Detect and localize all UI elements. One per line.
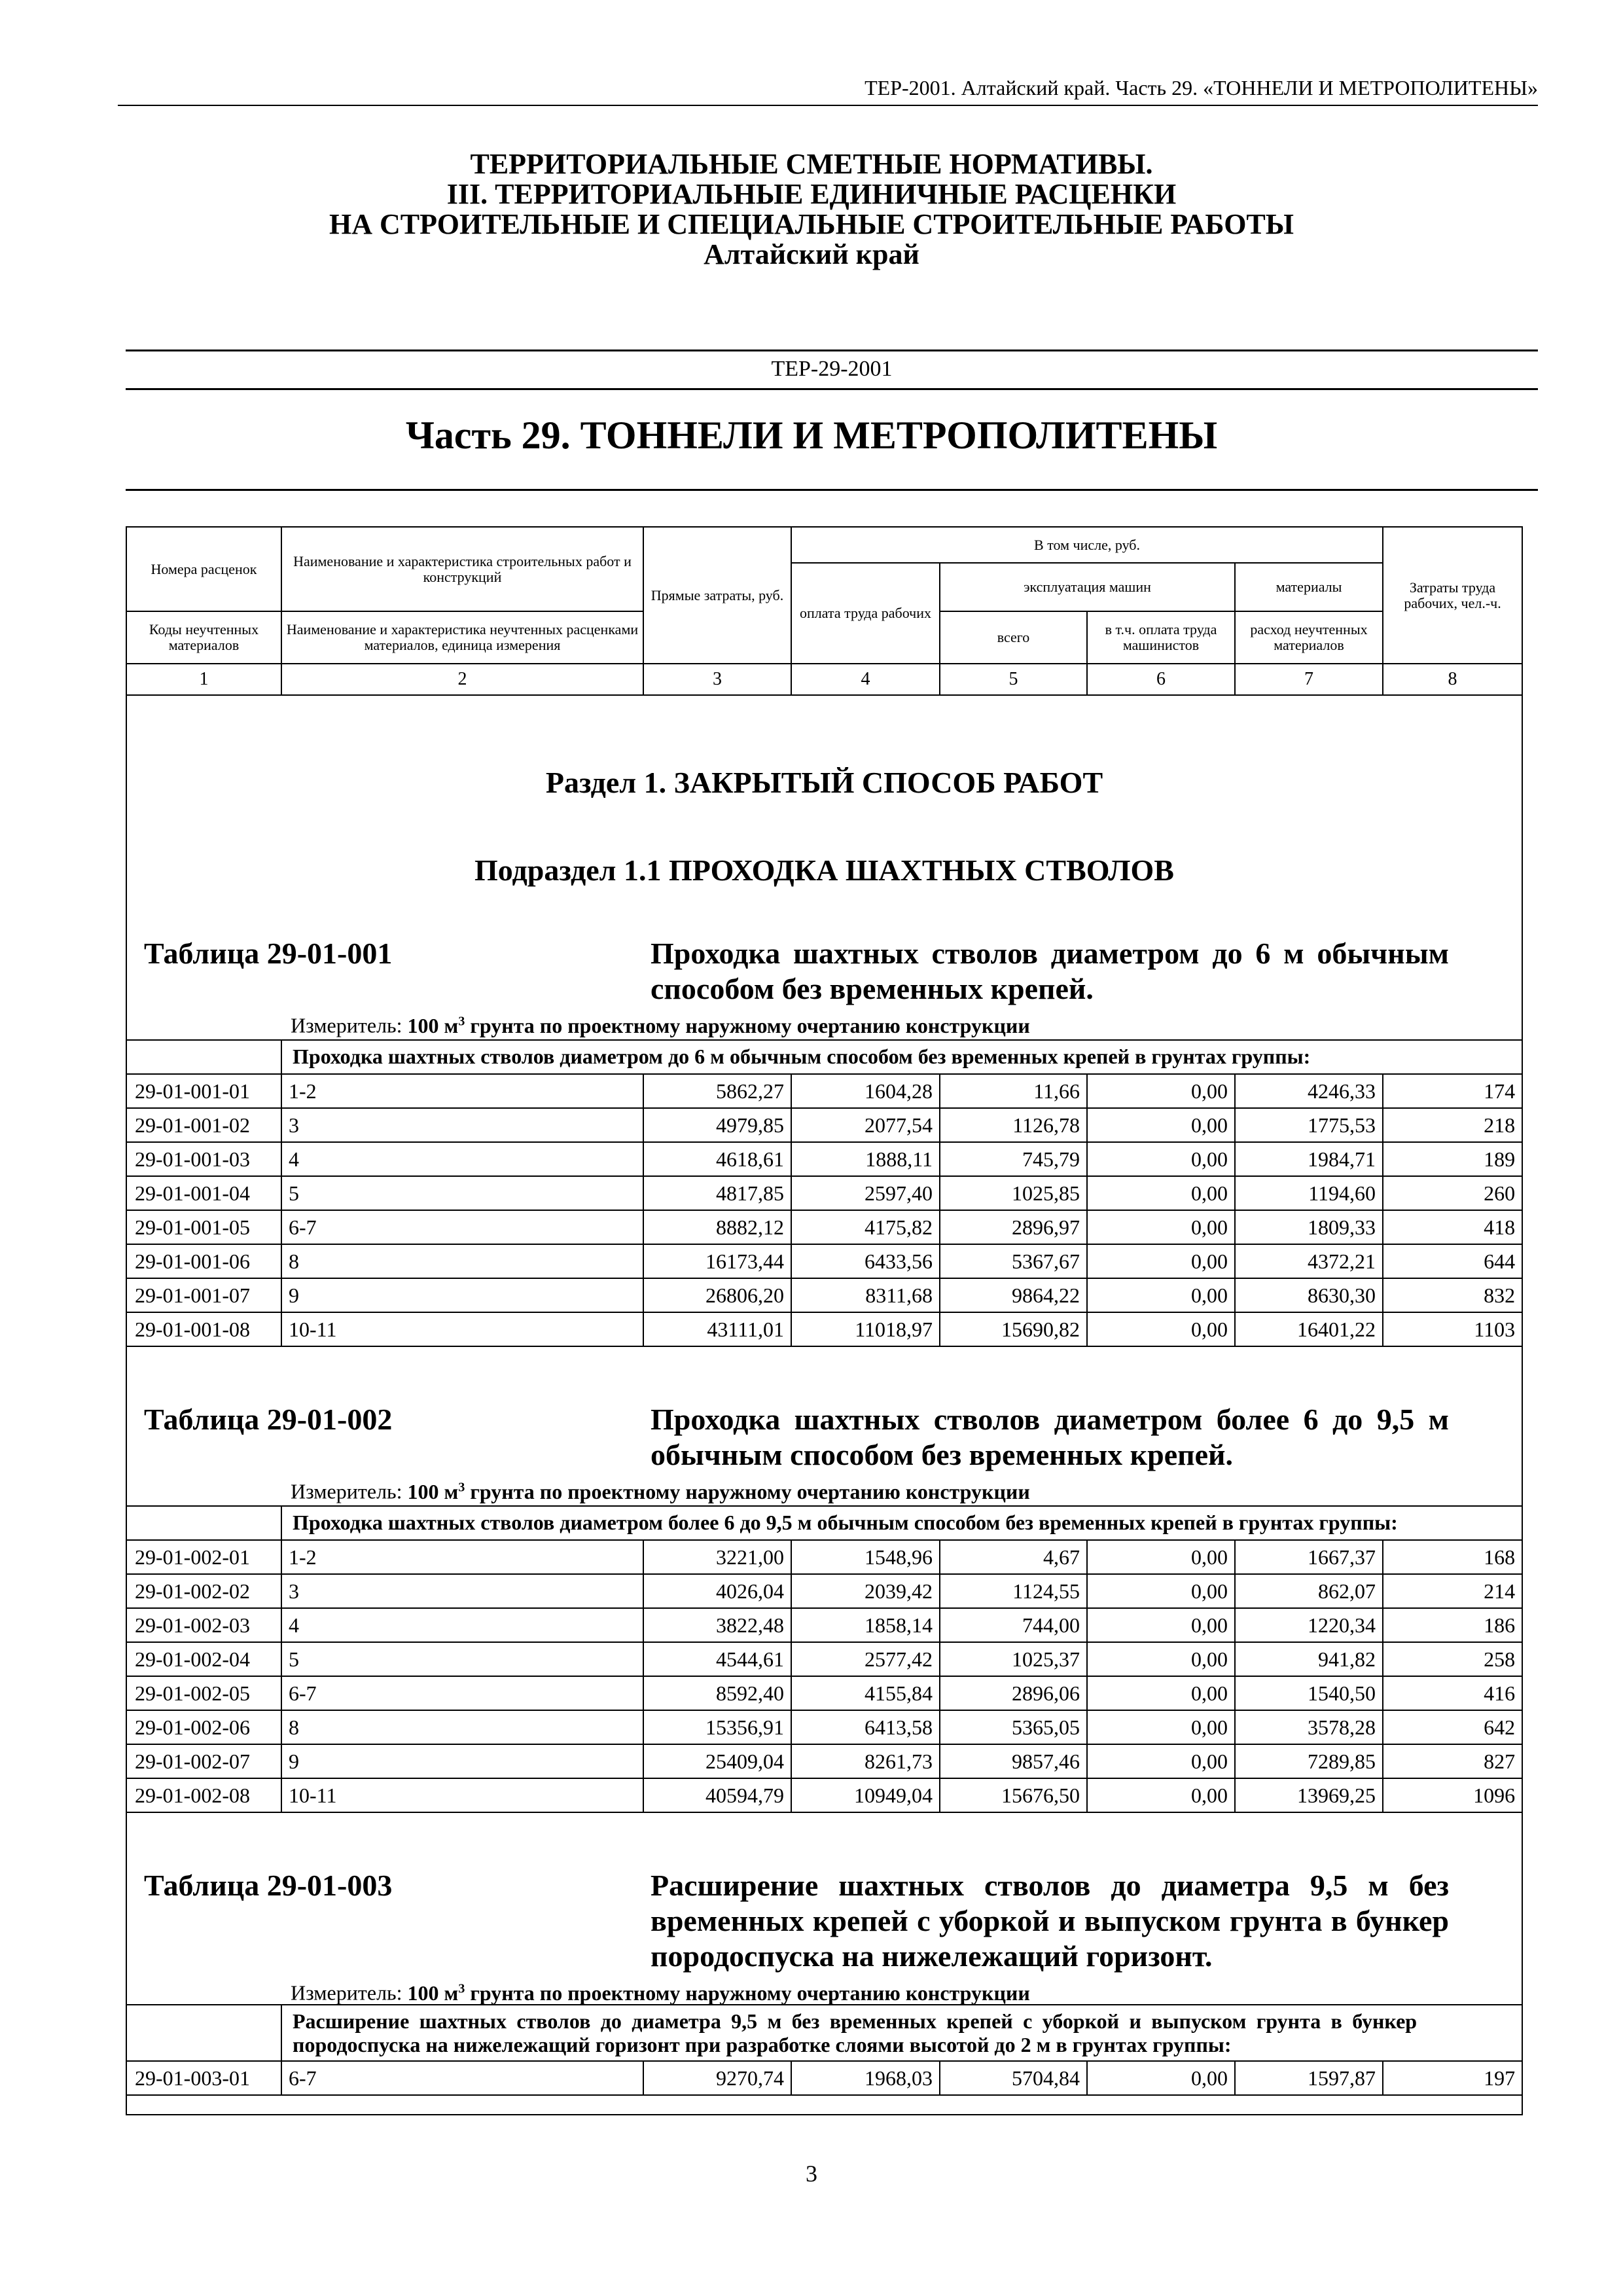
meter-sup: 3 [458,1014,465,1028]
table-cell: 186 [1383,1608,1522,1642]
meter-value: 100 м [407,1479,459,1503]
document-code: ТЕР-29-2001 [126,350,1538,390]
header-machines-pay: в т.ч. оплата труда машинистов [1087,611,1235,664]
table-cell: 1540,50 [1235,1676,1383,1710]
group-description: Расширение шахтных стволов до диаметра 9,5 м без временных крепей с уборкой и выпуском грунта в бункер породоспуска на нижележащий горизонт при разработке слоями высотой до 2 м в грунтах группы: [281,2005,1522,2061]
table-row [127,1312,1522,1346]
table-cell: 0,00 [1087,1210,1235,1244]
table-cell: 1775,53 [1235,1108,1383,1142]
table-cell: 5704,84 [940,2061,1087,2095]
table-cell: 9864,22 [940,1278,1087,1312]
soil-group: 5 [281,1642,643,1676]
soil-group: 4 [281,1142,643,1176]
divider [126,489,1538,491]
table-cell: 15356,91 [643,1710,791,1744]
table-cell: 4155,84 [791,1676,940,1710]
table-cell: 1597,87 [1235,2061,1383,2095]
table-cell: 0,00 [1087,1142,1235,1176]
table-meter [291,1474,1030,1505]
table-cell: 43111,01 [643,1312,791,1346]
table-cell: 5365,05 [940,1710,1087,1744]
table-cell: 4175,82 [791,1210,940,1244]
table-cell: 3578,28 [1235,1710,1383,1744]
column-number: 5 [940,664,1087,695]
meter-value: 100 м [407,1013,459,1037]
table-cell: 10949,04 [791,1778,940,1812]
header-machines-total: всего [940,611,1087,664]
table-cell: 1984,71 [1235,1142,1383,1176]
rate-code: 29-01-001-03 [127,1142,281,1176]
meter-rest: грунта по проектному наружному очертанию конструкции [465,1479,1030,1503]
table-cell: 642 [1383,1710,1522,1744]
table-cell: 832 [1383,1278,1522,1312]
table-cell: 2077,54 [791,1108,940,1142]
page-number: 3 [806,2161,817,2187]
column-number: 3 [643,664,791,695]
header-rate-numbers: Номера расценок [127,528,281,611]
table-cell: 8261,73 [791,1744,940,1778]
table-cell: 0,00 [1087,1642,1235,1676]
table-cell: 1124,55 [940,1574,1087,1608]
table-cell: 6413,58 [791,1710,940,1744]
document-title [0,149,1623,270]
table-cell: 0,00 [1087,1244,1235,1278]
meter-value: 100 м [407,1981,459,2005]
meter-rest: грунта по проектному наружному очертанию конструкции [465,1013,1030,1037]
table-cell: 4,67 [940,1540,1087,1574]
table-cell: 1604,28 [791,1074,940,1108]
group-description: Проходка шахтных стволов диаметром до 6 м обычным способом без временных крепей в грунтах группы: [281,1040,1522,1074]
table-code: Таблица 29-01-002 [144,1403,393,1436]
table-cell: 4618,61 [643,1142,791,1176]
table-cell: 2039,42 [791,1574,940,1608]
table-row [127,1574,1522,1608]
table-row [127,1040,1522,1074]
table-cell: 4979,85 [643,1108,791,1142]
table-cell [127,1040,281,1074]
table-cell: 0,00 [1087,1540,1235,1574]
table-cell: 2896,06 [940,1676,1087,1710]
rate-code: 29-01-002-01 [127,1540,281,1574]
table-cell: 4372,21 [1235,1244,1383,1278]
table-cell: 4026,04 [643,1574,791,1608]
table-cell: 0,00 [1087,1312,1235,1346]
table-cell: 0,00 [1087,1608,1235,1642]
section-title: Раздел 1. ЗАКРЫТЫЙ СПОСОБ РАБОТ [545,766,1103,799]
table-row [127,1710,1522,1744]
table-row [127,1210,1522,1244]
rate-code: 29-01-001-04 [127,1176,281,1210]
soil-group: 1-2 [281,1074,643,1108]
soil-group: 1-2 [281,1540,643,1574]
rate-code: 29-01-001-05 [127,1210,281,1244]
rate-code: 29-01-001-07 [127,1278,281,1312]
table-row [127,2061,1522,2095]
data-table [127,1039,1522,1347]
header-materials: материалы [1235,563,1383,611]
header-including: В том числе, руб. [791,528,1383,563]
title-line: НА СТРОИТЕЛЬНЫЕ И СПЕЦИАЛЬНЫЕ СТРОИТЕЛЬНЫЕ РАБОТЫ [329,208,1294,240]
table-cell: 1858,14 [791,1608,940,1642]
table-name: Расширение шахтных стволов до диаметра 9,5 м без временных крепей с уборкой и выпуском грунта в бункер породоспуска на нижележащий горизонт. [651,1869,1449,1973]
table-cell: 13969,25 [1235,1778,1383,1812]
table-cell: 8311,68 [791,1278,940,1312]
header-materials-unaccounted: расход неучтенных материалов [1235,611,1383,664]
table-cell: 7289,85 [1235,1744,1383,1778]
table-row [127,1506,1522,1540]
subsection-title: Подраздел 1.1 ПРОХОДКА ШАХТНЫХ СТВОЛОВ [474,853,1174,887]
table-cell: 862,07 [1235,1574,1383,1608]
table-cell [127,1506,281,1540]
table-cell: 941,82 [1235,1642,1383,1676]
soil-group: 9 [281,1278,643,1312]
rate-code: 29-01-002-06 [127,1710,281,1744]
table-code: Таблица 29-01-001 [144,937,393,970]
rate-code: 29-01-001-02 [127,1108,281,1142]
table-cell: 8592,40 [643,1676,791,1710]
soil-group: 5 [281,1176,643,1210]
table-cell: 11,66 [940,1074,1087,1108]
table-cell: 1025,85 [940,1176,1087,1210]
rate-code: 29-01-002-07 [127,1744,281,1778]
soil-group: 8 [281,1710,643,1744]
rate-code: 29-01-001-08 [127,1312,281,1346]
table-cell: 15676,50 [940,1778,1087,1812]
header-direct-costs: Прямые затраты, руб. [643,528,791,664]
meter-sup: 3 [458,1480,465,1494]
rate-code: 29-01-002-05 [127,1676,281,1710]
table-row [127,1244,1522,1278]
rate-code: 29-01-001-01 [127,1074,281,1108]
table-cell: 1096 [1383,1778,1522,1812]
table-cell: 25409,04 [643,1744,791,1778]
table-cell: 3221,00 [643,1540,791,1574]
header-labor-pay: оплата труда рабочих [791,563,940,664]
table-cell: 1968,03 [791,2061,940,2095]
rate-code: 29-01-002-03 [127,1608,281,1642]
table-name: Проходка шахтных стволов диаметром более 6 до 9,5 м обычным способом без временных крепей. [651,1403,1449,1471]
table-cell: 4544,61 [643,1642,791,1676]
group-description: Проходка шахтных стволов диаметром более 6 до 9,5 м обычным способом без временных крепей в грунтах группы: [281,1506,1522,1540]
table-meter [291,1008,1030,1039]
table-cell: 1126,78 [940,1108,1087,1142]
data-table [127,2004,1522,2096]
soil-group: 9 [281,1744,643,1778]
header-unaccounted-codes: Коды неучтенных материалов [127,611,281,664]
table-name: Проходка шахтных стволов диаметром до 6 м обычным способом без временных крепей. [651,937,1449,1005]
table-cell: 174 [1383,1074,1522,1108]
table-cell: 1220,34 [1235,1608,1383,1642]
meter-label: Измеритель: [291,1981,402,2005]
rate-code: 29-01-002-02 [127,1574,281,1608]
table-cell: 16173,44 [643,1244,791,1278]
table-cell: 1103 [1383,1312,1522,1346]
meter-label: Измеритель: [291,1479,402,1503]
header-unaccounted-materials: Наименование и характеристика неучтенных расценками материалов, единица измерения [281,611,643,664]
column-number: 7 [1235,664,1383,695]
title-line: III. ТЕРРИТОРИАЛЬНЫЕ ЕДИНИЧНЫЕ РАСЦЕНКИ [446,178,1177,210]
table-cell: 15690,82 [940,1312,1087,1346]
table-row [127,1176,1522,1210]
table-cell: 0,00 [1087,1278,1235,1312]
table-row [127,1642,1522,1676]
soil-group: 10-11 [281,1312,643,1346]
rate-code: 29-01-001-06 [127,1244,281,1278]
column-number: 8 [1383,664,1522,695]
table-row [127,1142,1522,1176]
table-cell: 9270,74 [643,2061,791,2095]
table-cell: 416 [1383,1676,1522,1710]
table-cell: 260 [1383,1176,1522,1210]
table-cell [127,2005,281,2061]
header-labor-cost: Затраты труда рабочих, чел.-ч. [1383,528,1522,664]
table-cell: 827 [1383,1744,1522,1778]
table-cell: 218 [1383,1108,1522,1142]
soil-group: 6-7 [281,1210,643,1244]
column-number: 6 [1087,664,1235,695]
column-number: 2 [281,664,643,695]
table-meter [291,1975,1030,2006]
table-row [127,1540,1522,1574]
table-cell: 0,00 [1087,1710,1235,1744]
meter-rest: грунта по проектному наружному очертанию конструкции [465,1981,1030,2005]
table-cell: 0,00 [1087,2061,1235,2095]
table-cell: 3822,48 [643,1608,791,1642]
table-cell: 2577,42 [791,1642,940,1676]
table-cell: 8882,12 [643,1210,791,1244]
table-cell: 0,00 [1087,1074,1235,1108]
title-line: ТЕРРИТОРИАЛЬНЫЕ СМЕТНЫЕ НОРМАТИВЫ. [470,148,1153,180]
table-cell: 9857,46 [940,1744,1087,1778]
column-number: 1 [127,664,281,695]
table-row [127,1108,1522,1142]
rates-table [126,526,1523,2115]
soil-group: 4 [281,1608,643,1642]
table-cell: 0,00 [1087,1778,1235,1812]
running-header: ТЕР-2001. Алтайский край. Часть 29. «ТОННЕЛИ И МЕТРОПОЛИТЕНЫ» [118,71,1538,106]
table-cell: 2597,40 [791,1176,940,1210]
table-row [127,1676,1522,1710]
table-cell: 1888,11 [791,1142,940,1176]
table-row [127,1074,1522,1108]
table-header [127,528,1522,696]
table-cell: 644 [1383,1244,1522,1278]
table-cell: 1548,96 [791,1540,940,1574]
column-number: 4 [791,664,940,695]
table-cell: 744,00 [940,1608,1087,1642]
soil-group: 6-7 [281,2061,643,2095]
table-cell: 0,00 [1087,1108,1235,1142]
table-cell: 258 [1383,1642,1522,1676]
table-cell: 168 [1383,1540,1522,1574]
meter-sup: 3 [458,1981,465,1996]
table-cell: 5862,27 [643,1074,791,1108]
table-row [127,1744,1522,1778]
table-cell: 16401,22 [1235,1312,1383,1346]
meter-label: Измеритель: [291,1013,402,1037]
table-cell: 0,00 [1087,1744,1235,1778]
table-cell: 4817,85 [643,1176,791,1210]
table-row [127,1278,1522,1312]
table-cell: 1025,37 [940,1642,1087,1676]
table-cell: 189 [1383,1142,1522,1176]
table-cell: 197 [1383,2061,1522,2095]
header-work-name: Наименование и характеристика строительных работ и конструкций [281,528,643,611]
soil-group: 10-11 [281,1778,643,1812]
soil-group: 8 [281,1244,643,1278]
table-cell: 1667,37 [1235,1540,1383,1574]
table-cell: 1194,60 [1235,1176,1383,1210]
rate-code: 29-01-002-08 [127,1778,281,1812]
table-code: Таблица 29-01-003 [144,1869,393,1902]
table-cell: 1809,33 [1235,1210,1383,1244]
rate-code: 29-01-003-01 [127,2061,281,2095]
table-cell: 4246,33 [1235,1074,1383,1108]
table-cell: 11018,97 [791,1312,940,1346]
table-row [127,2005,1522,2061]
table-cell: 745,79 [940,1142,1087,1176]
table-cell: 0,00 [1087,1676,1235,1710]
table-cell: 418 [1383,1210,1522,1244]
table-row [127,1778,1522,1812]
soil-group: 3 [281,1108,643,1142]
table-cell: 0,00 [1087,1176,1235,1210]
table-cell: 214 [1383,1574,1522,1608]
table-cell: 6433,56 [791,1244,940,1278]
table-cell: 26806,20 [643,1278,791,1312]
table-cell: 2896,97 [940,1210,1087,1244]
header-machines: эксплуатация машин [940,563,1235,611]
table-cell: 5367,67 [940,1244,1087,1278]
table-cell: 0,00 [1087,1574,1235,1608]
table-cell: 8630,30 [1235,1278,1383,1312]
rate-code: 29-01-002-04 [127,1642,281,1676]
title-line: Алтайский край [704,238,919,270]
table-cell: 40594,79 [643,1778,791,1812]
table-row [127,1608,1522,1642]
data-table [127,1505,1522,1813]
part-title: Часть 29. ТОННЕЛИ И МЕТРОПОЛИТЕНЫ [405,414,1218,457]
soil-group: 6-7 [281,1676,643,1710]
soil-group: 3 [281,1574,643,1608]
